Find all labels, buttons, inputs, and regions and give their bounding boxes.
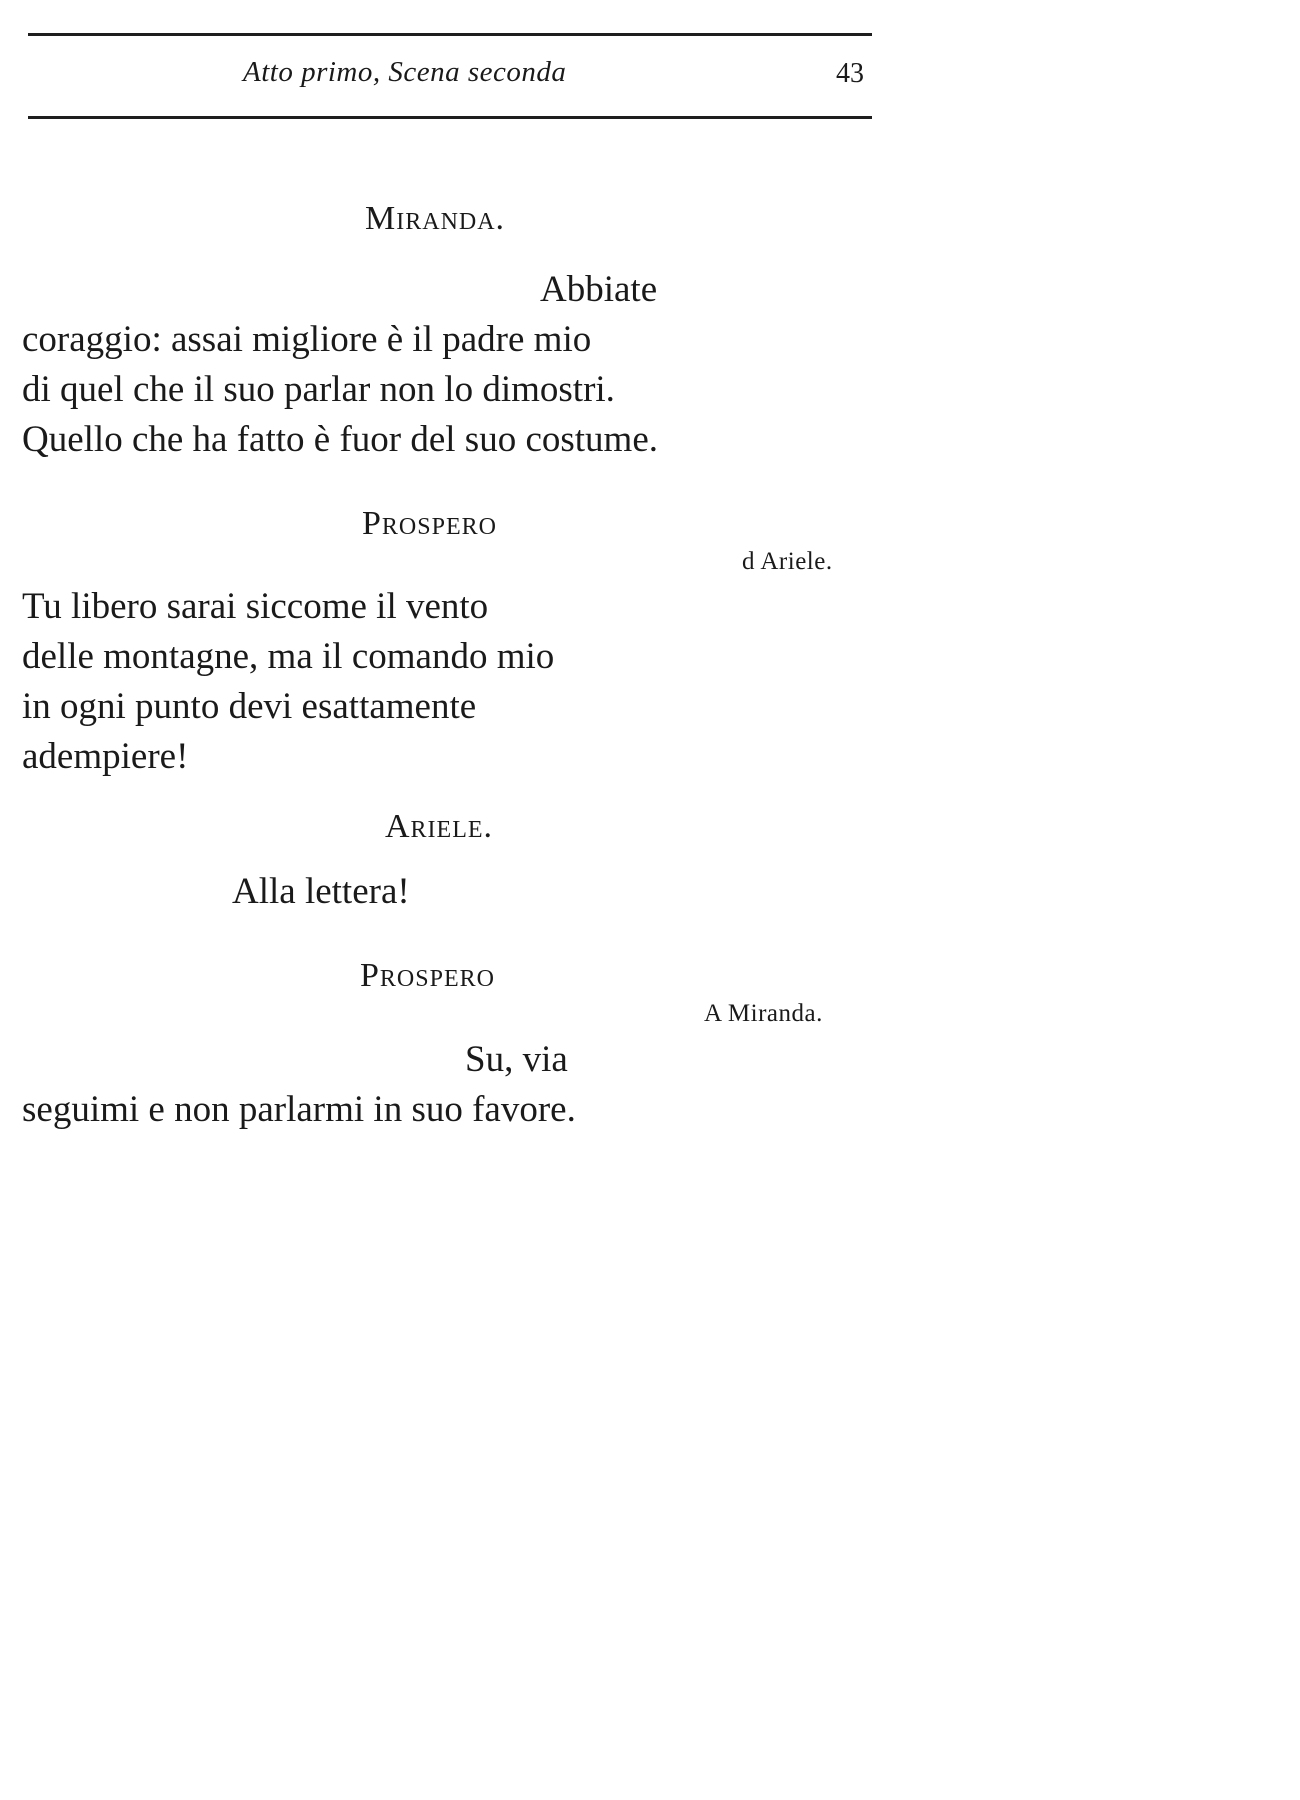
verse-line: adempiere! xyxy=(22,736,189,777)
speaker-prospero: Prospero xyxy=(360,957,495,994)
verse-line: coraggio: assai migliore è il padre mio xyxy=(22,319,592,360)
verse-line: in ogni punto devi esattamente xyxy=(22,686,477,727)
header-rule-top xyxy=(28,33,872,36)
stage-direction: d Ariele. xyxy=(742,548,833,575)
page-number: 43 xyxy=(836,58,864,89)
speaker-miranda: Miranda. xyxy=(365,200,506,237)
verse-line: di quel che il suo parlar non lo dimostri. xyxy=(22,369,615,410)
verse-line: seguimi e non parlarmi in suo favore. xyxy=(22,1089,576,1130)
stage-direction: A Miranda. xyxy=(704,1000,823,1027)
verse-line: Tu libero sarai siccome il vento xyxy=(22,586,489,627)
verse-line: delle montagne, ma il comando mio xyxy=(22,636,555,677)
speaker-prospero: Prospero xyxy=(362,505,497,542)
running-title: Atto primo, Scena seconda xyxy=(243,56,567,88)
verse-line: Alla lettera! xyxy=(232,871,410,912)
speaker-ariele: Ariele. xyxy=(385,808,494,845)
header-rule-bottom xyxy=(28,116,872,119)
verse-line: Abbiate xyxy=(540,269,658,310)
verse-line: Su, via xyxy=(465,1039,568,1080)
verse-line: Quello che ha fatto è fuor del suo costume. xyxy=(22,419,658,460)
